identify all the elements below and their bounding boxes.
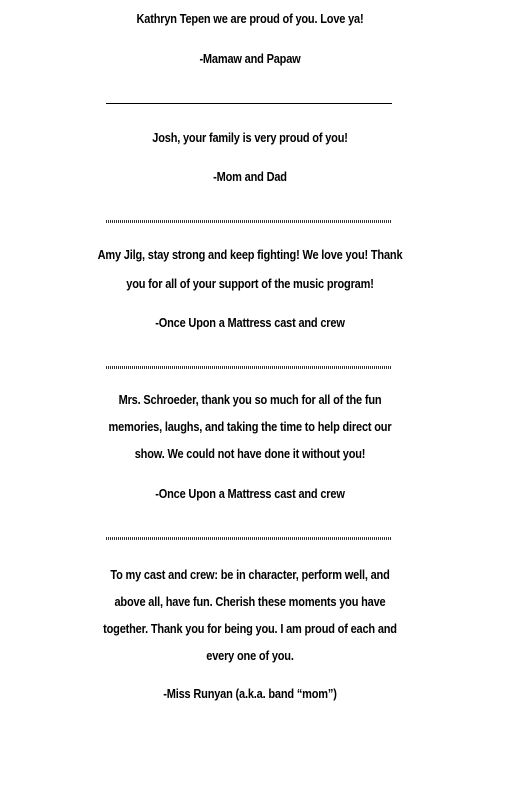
- divider-2: [106, 220, 392, 223]
- message-1-line-1: Kathryn Tepen we are proud of you. Love ya!: [136, 12, 364, 26]
- message-4-line-3: show. We could not have done it without you!: [134, 447, 366, 461]
- message-3-signature: -Once Upon a Mattress cast and crew: [155, 316, 345, 330]
- message-2-signature: -Mom and Dad: [213, 170, 287, 184]
- message-1-signature: -Mamaw and Papaw: [199, 52, 301, 66]
- message-5-line-1: To my cast and crew: be in character, perform well, and: [110, 568, 390, 582]
- message-5-signature: -Miss Runyan (a.k.a. band “mom”): [163, 687, 337, 701]
- message-5-line-3: together. Thank you for being you. I am proud of each and: [103, 622, 397, 636]
- message-4-signature: -Once Upon a Mattress cast and crew: [155, 487, 345, 501]
- message-5-line-2: above all, have fun. Cherish these moments you have: [114, 595, 386, 609]
- message-3-line-1: Amy Jilg, stay strong and keep fighting! We love you! Thank: [97, 248, 403, 262]
- message-4-line-1: Mrs. Schroeder, thank you so much for all of the fun: [118, 393, 382, 407]
- message-5-line-4: every one of you.: [206, 649, 294, 663]
- divider-3: [106, 366, 392, 369]
- divider-1: [106, 103, 392, 104]
- message-3-line-2: you for all of your support of the music program!: [126, 277, 374, 291]
- divider-4: [106, 537, 392, 540]
- message-2-line-1: Josh, your family is very proud of you!: [152, 131, 348, 145]
- message-4-line-2: memories, laughs, and taking the time to help direct our: [108, 420, 392, 434]
